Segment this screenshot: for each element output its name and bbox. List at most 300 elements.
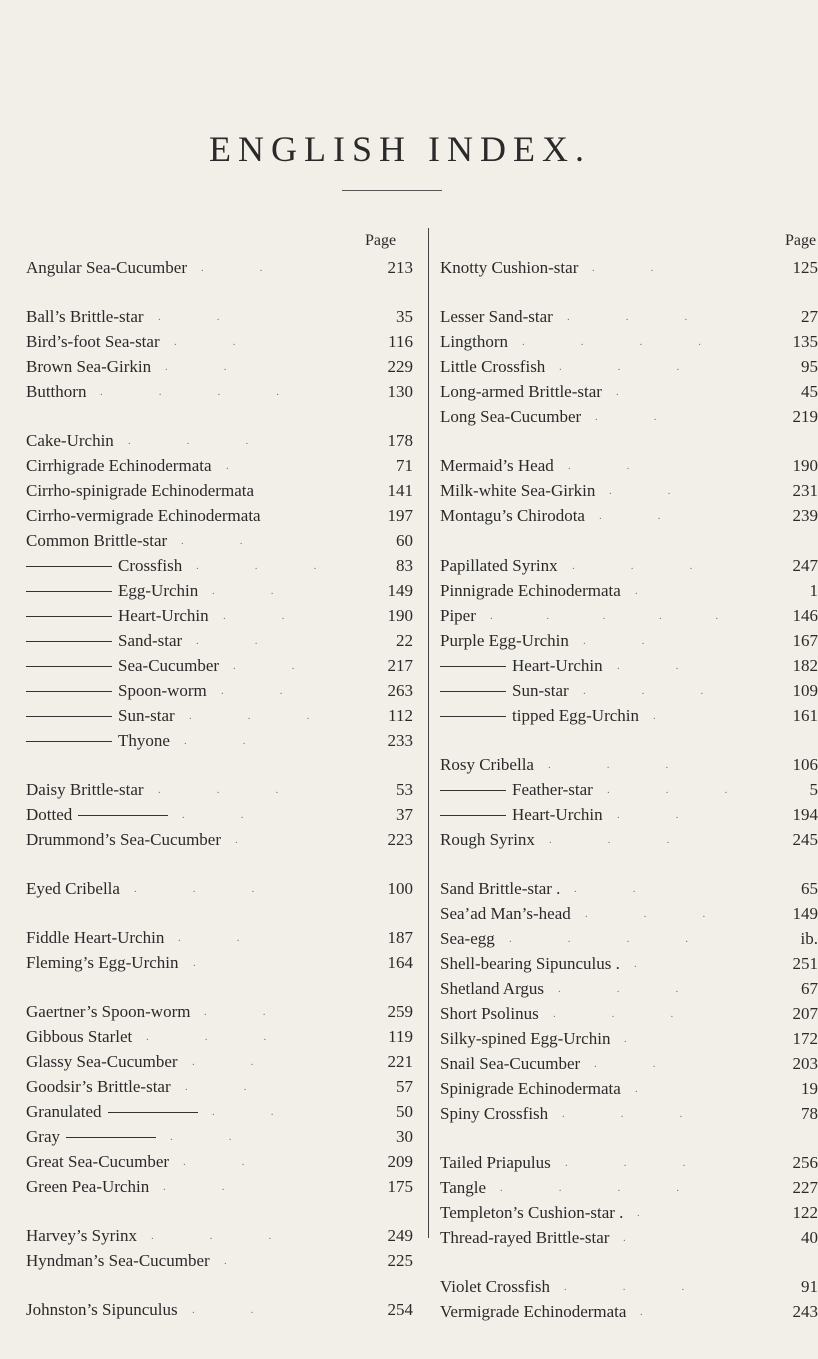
leader-dots: ..: [196, 635, 314, 647]
entry-name: [440, 1177, 486, 1199]
left-index-entry: [26, 952, 413, 974]
leader-dots: ...: [583, 685, 760, 697]
entry-page-number: 60: [396, 531, 413, 550]
left-index-entry: [26, 705, 413, 727]
entry-name: [26, 555, 182, 577]
leader-dots: ...: [146, 1031, 323, 1043]
ditto-dash: [26, 666, 112, 667]
entry-page-number: 130: [387, 382, 413, 401]
entry-label: Angular Sea-Cucumber: [26, 258, 187, 277]
entry-label: Papillated Syrinx: [440, 556, 558, 575]
entry-page-number: 263: [387, 681, 413, 700]
entry-page-number: 233: [387, 731, 413, 750]
entry-name: [440, 406, 581, 428]
leader-dots: ..: [592, 262, 710, 274]
right-index-entry: [440, 381, 818, 403]
right-index-entry: [440, 978, 818, 1000]
entry-page-number: 197: [387, 506, 413, 525]
title-rule: [342, 190, 442, 191]
leader-dots: .: [635, 585, 638, 597]
entry-page-number: 5: [809, 780, 818, 799]
entry-name: [26, 829, 221, 851]
left-index-entry: [26, 730, 413, 752]
entry-name: [26, 331, 160, 353]
leader-dots: ..: [223, 610, 341, 622]
left-index-entry: [26, 381, 413, 403]
entry-label: Milk-white Sea-Girkin: [440, 481, 596, 500]
entry-page-number: 135: [792, 332, 818, 351]
entry-page-number: 203: [792, 1054, 818, 1073]
leader-dots: ..: [178, 932, 296, 944]
right-index-entry: [440, 1103, 818, 1125]
entry-name: [440, 1276, 550, 1298]
entry-page-number: 251: [792, 954, 818, 973]
entry-label: Rosy Cribella: [440, 755, 534, 774]
entry-page-number: 254: [387, 1300, 413, 1319]
entry-name: [440, 1103, 548, 1125]
right-index-entry: [440, 878, 818, 900]
entry-name: [440, 1301, 626, 1323]
entry-name: [440, 356, 545, 378]
left-index-entry: [26, 555, 413, 577]
right-index-entry: [440, 1003, 818, 1025]
entry-page-number: 22: [396, 631, 413, 650]
entry-page-number: 141: [387, 481, 413, 500]
entry-name: [26, 804, 168, 826]
entry-label: Mermaid’s Head: [440, 456, 554, 475]
entry-page-number: 190: [387, 606, 413, 625]
entry-name: [26, 779, 144, 801]
entry-label: Harvey’s Syrinx: [26, 1226, 137, 1245]
entry-page-number: 146: [792, 606, 818, 625]
entry-page-number: 27: [801, 307, 818, 326]
left-index-entry: [26, 655, 413, 677]
entry-name: [440, 331, 508, 353]
leader-dots: ...: [158, 784, 335, 796]
left-index-entry: [26, 1001, 413, 1023]
entry-page-number: ib.: [800, 929, 818, 948]
ditto-dash: [78, 815, 168, 816]
entry-name: [26, 580, 198, 602]
entry-label: Long-armed Brittle-star: [440, 382, 602, 401]
entry-name: [26, 530, 167, 552]
entry-name: [440, 1003, 539, 1025]
entry-label: Knotty Cushion-star: [440, 258, 579, 277]
entry-page-number: 207: [792, 1004, 818, 1023]
entry-page-number: 175: [387, 1177, 413, 1196]
left-index-entry: [26, 1026, 413, 1048]
entry-page-number: 19: [801, 1079, 818, 1098]
entry-page-number: 213: [387, 258, 413, 277]
entry-label: Spoon-worm: [118, 681, 207, 700]
right-index-entry: [440, 754, 818, 776]
leader-dots: .....: [490, 610, 772, 622]
entry-label: Sea-egg: [440, 929, 495, 948]
entry-name: [440, 953, 620, 975]
entry-name: [26, 381, 86, 403]
right-index-entry: [440, 1177, 818, 1199]
leader-dots: ...: [607, 784, 784, 796]
entry-name: [26, 630, 182, 652]
leader-dots: ...: [565, 1157, 742, 1169]
entry-label: Rough Syrinx: [440, 830, 535, 849]
entry-name: [440, 705, 639, 727]
entry-name: [26, 257, 187, 279]
left-index-entry: [26, 630, 413, 652]
left-index-entry: [26, 1250, 413, 1272]
ditto-dash: [66, 1137, 156, 1138]
right-index-entry: [440, 505, 818, 527]
right-index-entry: [440, 406, 818, 428]
leader-dots: .: [616, 386, 619, 398]
entry-page-number: 221: [387, 1052, 413, 1071]
left-index-entry: [26, 927, 413, 949]
entry-name: [440, 605, 476, 627]
entry-page-number: 50: [396, 1102, 413, 1121]
entry-name: [26, 655, 219, 677]
right-index-entry: [440, 928, 818, 950]
entry-page-number: 83: [396, 556, 413, 575]
left-index-entry: [26, 878, 413, 900]
leader-dots: ..: [609, 485, 727, 497]
entry-name: [26, 1126, 156, 1148]
entry-label: Sand-star: [118, 631, 183, 650]
entry-page-number: 1: [809, 581, 818, 600]
entry-name: [440, 903, 571, 925]
entry-label: Sun-star: [118, 706, 175, 725]
entry-label: Sand Brittle-star .: [440, 879, 561, 898]
leader-dots: ..: [617, 660, 735, 672]
entry-name: [26, 480, 254, 502]
leader-dots: ...: [553, 1008, 730, 1020]
entry-page-number: 227: [792, 1178, 818, 1197]
entry-name: [440, 928, 495, 950]
entry-label: Butthorn: [26, 382, 87, 401]
leader-dots: ..: [594, 1058, 712, 1070]
entry-name: [440, 1028, 610, 1050]
left-index-entry: [26, 530, 413, 552]
leader-dots: ...: [151, 1230, 328, 1242]
entry-label: Drummond’s Sea-Cucumber: [26, 830, 221, 849]
entry-page-number: 223: [387, 830, 413, 849]
ditto-dash: [26, 591, 112, 592]
entry-label: Feather-star: [512, 780, 593, 799]
entry-label: Crossfish: [118, 556, 183, 575]
entry-page-number: 149: [792, 904, 818, 923]
entry-page-number: 116: [388, 332, 413, 351]
entry-name: [440, 381, 602, 403]
right-index-entry: [440, 257, 818, 279]
entry-label: Cirrho-spinigrade Echinodermata: [26, 481, 255, 500]
ditto-dash: [440, 815, 506, 816]
entry-page-number: 259: [387, 1002, 413, 1021]
right-index-entry: [440, 1152, 818, 1174]
entry-name: [26, 1225, 137, 1247]
leader-dots: ..: [201, 262, 319, 274]
entry-name: [26, 455, 212, 477]
entry-page-number: 35: [396, 307, 413, 326]
entry-name: [26, 1299, 178, 1321]
entry-name: [440, 754, 534, 776]
entry-page-number: 37: [396, 805, 413, 824]
leader-dots: ...: [189, 710, 366, 722]
right-index-entry: [440, 804, 818, 826]
entry-page-number: 53: [396, 780, 413, 799]
entry-name: [440, 878, 560, 900]
right-index-entry: [440, 1301, 818, 1323]
left-index-entry: [26, 480, 413, 502]
leader-dots: .: [235, 834, 238, 846]
leader-dots: ..: [174, 336, 292, 348]
entry-page-number: 57: [396, 1077, 413, 1096]
right-index-entry: [440, 1028, 818, 1050]
right-index-entry: [440, 630, 818, 652]
entry-name: [440, 1152, 551, 1174]
entry-name: [440, 1078, 621, 1100]
entry-name: [26, 730, 170, 752]
entry-label: Thread-rayed Brittle-star: [440, 1228, 610, 1247]
leader-dots: ...: [572, 560, 749, 572]
leader-dots: ...: [549, 834, 726, 846]
ditto-dash: [26, 716, 112, 717]
leader-dots: .: [624, 1033, 627, 1045]
entry-name: [26, 356, 151, 378]
entry-label: Sea’ad Man’s-head: [440, 904, 571, 923]
entry-label: Hyndman’s Sea-Cucumber: [26, 1251, 210, 1270]
right-index-entry: [440, 356, 818, 378]
right-index-entry: [440, 605, 818, 627]
entry-name: [440, 306, 553, 328]
entry-page-number: 65: [801, 879, 818, 898]
leader-dots: ...: [558, 983, 735, 995]
leader-dots: .: [193, 957, 196, 969]
entry-label: Bird’s-foot Sea-star: [26, 332, 160, 351]
right-index-entry: [440, 779, 818, 801]
entry-name: [26, 1250, 210, 1272]
right-index-entry: [440, 1227, 818, 1249]
entry-label: Montagu’s Chirodota: [440, 506, 585, 525]
entry-name: [26, 1101, 198, 1123]
entry-name: [26, 1051, 178, 1073]
entry-page-number: 40: [801, 1228, 818, 1247]
leader-dots: ....: [522, 336, 757, 348]
entry-page-number: 106: [792, 755, 818, 774]
ditto-dash: [26, 566, 112, 567]
entry-page-number: 122: [792, 1203, 818, 1222]
leader-dots: ..: [192, 1304, 310, 1316]
entry-label: Great Sea-Cucumber: [26, 1152, 170, 1171]
left-index-entry: [26, 680, 413, 702]
entry-label: Long Sea-Cucumber: [440, 407, 582, 426]
entry-name: [440, 455, 554, 477]
entry-label: Glassy Sea-Cucumber: [26, 1052, 178, 1071]
entry-name: [26, 1151, 169, 1173]
entry-label: Cake-Urchin: [26, 431, 114, 450]
left-index-entry: [26, 1299, 413, 1321]
entry-label: Johnston’s Sipunculus: [26, 1300, 178, 1319]
page-heading-right: Page: [785, 232, 817, 249]
entry-label: Vermigrade Echinodermata: [440, 1302, 627, 1321]
entry-page-number: 249: [387, 1226, 413, 1245]
left-index-entry: [26, 804, 413, 826]
ditto-dash: [26, 691, 112, 692]
entry-label: Cirrho-vermigrade Echinodermata: [26, 506, 261, 525]
entry-label: Green Pea-Urchin: [26, 1177, 150, 1196]
leader-dots: ..: [212, 585, 330, 597]
right-index-entry: [440, 829, 818, 851]
entry-page-number: 182: [792, 656, 818, 675]
leader-dots: ...: [559, 361, 736, 373]
entry-label: Eyed Cribella: [26, 879, 120, 898]
entry-page-number: 119: [388, 1027, 413, 1046]
ditto-dash: [26, 616, 112, 617]
left-index-entry: [26, 1101, 413, 1123]
entry-label: Brown Sea-Girkin: [26, 357, 152, 376]
entry-label: Violet Crossfish: [440, 1277, 550, 1296]
leader-dots: ....: [100, 386, 335, 398]
right-index-entry: [440, 580, 818, 602]
leader-dots: ..: [617, 809, 735, 821]
entry-name: [440, 555, 558, 577]
leader-dots: ..: [183, 1156, 301, 1168]
leader-dots: .: [637, 1207, 640, 1219]
entry-label: Silky-spined Egg-Urchin: [440, 1029, 611, 1048]
entry-name: [440, 779, 593, 801]
leader-dots: ..: [163, 1181, 281, 1193]
leader-dots: ...: [585, 908, 762, 920]
entry-name: [440, 580, 621, 602]
entry-name: [26, 1076, 171, 1098]
ditto-dash: [26, 741, 112, 742]
entry-label: Piper: [440, 606, 476, 625]
left-index-entry: [26, 1151, 413, 1173]
entry-page-number: 190: [792, 456, 818, 475]
entry-name: [440, 804, 603, 826]
ditto-dash: [108, 1112, 198, 1113]
right-index-entry: [440, 655, 818, 677]
entry-label: Cirrhigrade Echinodermata: [26, 456, 212, 475]
entry-name: [26, 505, 261, 527]
left-index-entry: [26, 829, 413, 851]
entry-page-number: 112: [388, 706, 413, 725]
leader-dots: ....: [500, 1182, 735, 1194]
entry-page-number: 172: [792, 1029, 818, 1048]
entry-name: [440, 480, 595, 502]
entry-page-number: 71: [396, 456, 413, 475]
entry-label: Gibbous Starlet: [26, 1027, 133, 1046]
entry-label: Heart-Urchin: [118, 606, 209, 625]
leader-dots: ...: [567, 311, 744, 323]
entry-name: [26, 1001, 190, 1023]
ditto-dash: [26, 641, 112, 642]
entry-label: Spiny Crossfish: [440, 1104, 549, 1123]
leader-dots: ..: [184, 735, 302, 747]
left-index-entry: [26, 455, 413, 477]
left-index-entry: [26, 505, 413, 527]
leader-dots: ...: [562, 1108, 739, 1120]
leader-dots: .: [224, 1255, 227, 1267]
entry-name: [26, 306, 144, 328]
entry-name: [440, 630, 569, 652]
leader-dots: ..: [170, 1131, 288, 1143]
entry-label: Pinnigrade Echinodermata: [440, 581, 621, 600]
leader-dots: ..: [165, 361, 283, 373]
right-index-entry: [440, 1053, 818, 1075]
entry-name: [26, 952, 179, 974]
entry-name: [440, 257, 578, 279]
left-index-entry: [26, 257, 413, 279]
ditto-dash: [440, 790, 506, 791]
ditto-dash: [440, 666, 506, 667]
entry-label: Short Psolinus: [440, 1004, 539, 1023]
left-index-entry: [26, 430, 413, 452]
entry-page-number: 100: [387, 879, 413, 898]
entry-page-number: 78: [801, 1104, 818, 1123]
right-index-entry: [440, 455, 818, 477]
entry-page-number: 45: [801, 382, 818, 401]
entry-label: Gray: [26, 1127, 60, 1146]
leader-dots: ..: [204, 1006, 322, 1018]
entry-label: Lingthorn: [440, 332, 508, 351]
leader-dots: ..: [192, 1056, 310, 1068]
left-index-entry: [26, 779, 413, 801]
entry-page-number: 194: [792, 805, 818, 824]
entry-page-number: 217: [387, 656, 413, 675]
entry-name: [26, 680, 207, 702]
leader-dots: ...: [134, 883, 311, 895]
right-index-entry: [440, 680, 818, 702]
leader-dots: .: [635, 1083, 638, 1095]
leader-dots: ..: [221, 685, 339, 697]
right-index-entry: [440, 705, 818, 727]
entry-name: [440, 978, 544, 1000]
right-index-entry: [440, 480, 818, 502]
right-index-entry: [440, 555, 818, 577]
entry-label: tipped Egg-Urchin: [512, 706, 639, 725]
entry-name: [440, 655, 603, 677]
leader-dots: ..: [212, 1106, 330, 1118]
leader-dots: .: [653, 710, 656, 722]
left-index-entry: [26, 580, 413, 602]
leader-dots: ..: [574, 883, 692, 895]
leader-dots: ..: [182, 809, 300, 821]
entry-name: [440, 1227, 609, 1249]
entry-name: [26, 705, 175, 727]
entry-label: Ball’s Brittle-star: [26, 307, 144, 326]
right-index-entry: [440, 331, 818, 353]
leader-dots: ..: [583, 635, 701, 647]
entry-page-number: 149: [387, 581, 413, 600]
entry-page-number: 178: [387, 431, 413, 450]
right-index-entry: [440, 1202, 818, 1224]
page-heading-left: Page: [365, 232, 397, 249]
entry-label: Fleming’s Egg-Urchin: [26, 953, 179, 972]
entry-page-number: 167: [792, 631, 818, 650]
entry-name: [26, 878, 120, 900]
entry-label: Little Crossfish: [440, 357, 546, 376]
entry-label: Purple Egg-Urchin: [440, 631, 569, 650]
right-index-entry: [440, 1276, 818, 1298]
entry-name: [26, 605, 209, 627]
entry-page-number: 256: [792, 1153, 818, 1172]
right-index-entry: [440, 903, 818, 925]
entry-name: [440, 680, 569, 702]
entry-label: Thyone: [118, 731, 170, 750]
leader-dots: ..: [599, 510, 717, 522]
leader-dots: ..: [233, 660, 351, 672]
entry-label: Shell-bearing Sipunculus .: [440, 954, 620, 973]
column-divider: [428, 228, 429, 1238]
